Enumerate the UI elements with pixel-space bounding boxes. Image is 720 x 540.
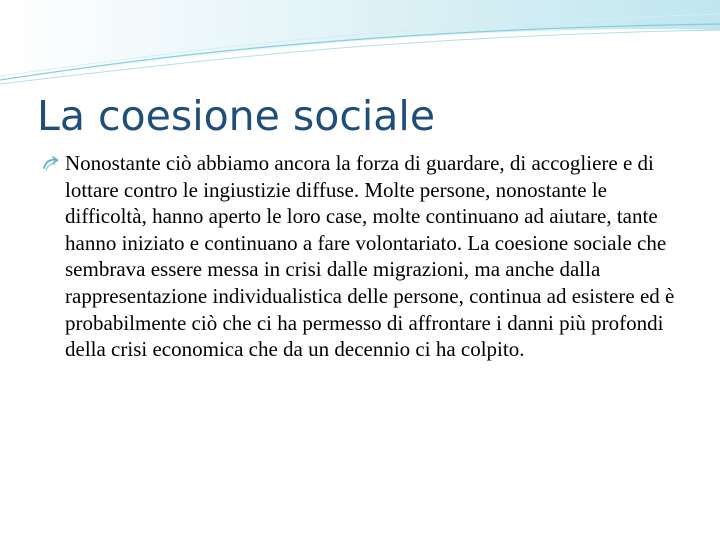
- curved-arrow-bullet-icon: [42, 156, 62, 172]
- slide-title: La coesione sociale: [37, 92, 436, 140]
- bullet-item: [42, 150, 682, 363]
- slide-body: [42, 150, 682, 363]
- bullet-text: Nonostante ciò abbiamo ancora la forza di guardare, di accogliere e di lottare contro le ingiustizie diffuse. Molte persone, nonostante le difficoltà, hanno aperto le loro case, molte continuano ad aiutare, tante hanno iniziato e continuano a fare volontariato. La coesione sociale che sembrava essere messa in crisi dalle migrazioni, ma anche dalla rappresentazione individualistica delle persone, continua ad esistere ed è probabilmente ciò che ci ha permesso di affrontare i danni più profondi della crisi economica che da un decennio ci ha colpito.: [65, 151, 675, 362]
- header-swoosh-decoration: [0, 0, 720, 90]
